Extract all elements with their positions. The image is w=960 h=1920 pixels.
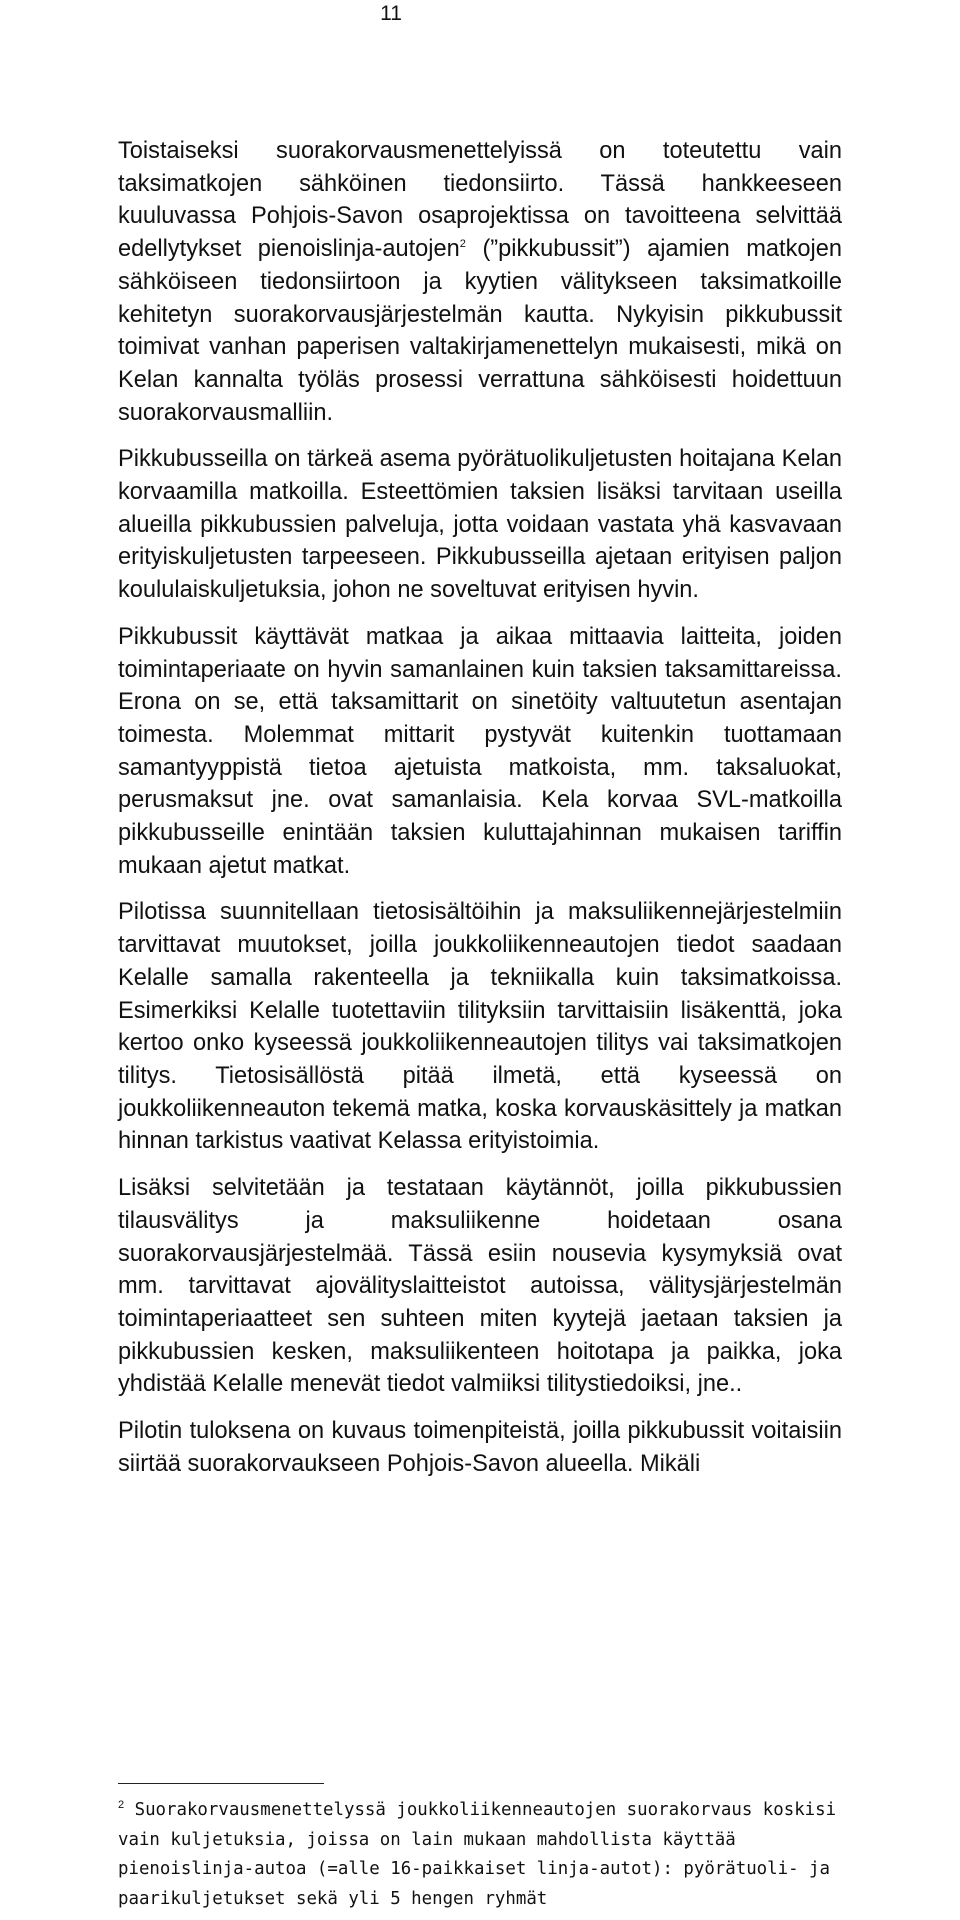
paragraph-6: Pilotin tuloksena on kuvaus toimenpiteistä, joilla pikkubussit voitaisiin siirtää suorakorvaukseen Pohjois-Savon alueella. Mikäli — [118, 1418, 842, 1477]
paragraph-1-end: (”pikkubussit”) ajamien matkojen sähköiseen tiedonsiirtoon ja kyytien välitykseen taksimatkoille kehitetyn suorakorvausjärjestelmän kautta. Nykyisin pikkubussit toimivat vanhan paperisen valtakirjamenettelyn mukaisesti, mikä on Kelan kannalta työläs prosessi verrattuna sähköisesti hoidettuun suorakorvausmalliin. — [118, 236, 842, 426]
page-number: 11 — [380, 2, 402, 25]
footnote — [118, 1796, 842, 1914]
footnote-text: Suorakorvausmenettelyssä joukkoliikenneautojen suorakorvaus koskisi vain kuljetuksia, joissa on lain mukaan mahdollista käyttää pienoislinja-autoa (=alle 16-paikkaiset linja-autot): pyörätuoli- ja paarikuljetukset sekä yli 5 hengen ryhmät — [118, 1800, 837, 1909]
footnote-reference: 2 — [459, 238, 466, 251]
footnote-marker: 2 — [118, 1799, 125, 1812]
paragraph-1-start: Toistaiseksi suorakorvausmenettelyissä on toteutettu vain taksimatkojen sähköinen tiedonsiirto. Tässä hankkeeseen kuuluvassa Pohjois-Savon osaprojektissa on tavoitteena selvittää edellytykset pienoislinja-autojen — [118, 138, 842, 263]
paragraph-3: Pikkubussit käyttävät matkaa ja aikaa mittaavia laitteita, joiden toimintaperiaate on hyvin samanlainen kuin taksien taksamittareissa. Erona on se, että taksamittarit on sinetöity valtuutetun asentajan toimesta. Molemmat mittarit pystyvät kuitenkin tuottamaan samantyyppistä tietoa ajetuista matkoista, mm. taksaluokat, perusmaksut jne. ovat samanlaisia. Kela korvaa SVL-matkoilla pikkubusseille enintään taksien kuluttajahinnan mukaisen tariffin mukaan ajetut matkat. — [118, 623, 842, 879]
footnote-divider — [118, 1783, 324, 1784]
paragraph-1 — [118, 135, 842, 429]
paragraph-5: Lisäksi selvitetään ja testataan käytännöt, joilla pikkubussien tilausvälitys ja maksuliikenne hoidetaan osana suorakorvausjärjestelmää. Tässä esiin nousevia kysymyksiä ovat mm. tarvittavat ajovälityslaitteistot autoissa, välitysjärjestelmän toimintaperiaatteet sen suhteen miten kyytejä jaetaan taksien ja pikkubussien kesken, maksuliikenteen hoitotapa ja paikka, joka yhdistää Kelalle menevät tiedot valmiiksi tilitystiedoiksi, jne.. — [118, 1175, 842, 1398]
paragraph-2: Pikkubusseilla on tärkeä asema pyörätuolikuljetusten hoitajana Kelan korvaamilla matkoilla. Esteettömien taksien lisäksi tarvitaan useilla alueilla pikkubussien palveluja, jotta voidaan vastata yhä kasvavaan erityiskuljetusten tarpeeseen. Pikkubusseilla ajetaan erityisen paljon koululaiskuljetuksia, johon ne soveltuvat erityisen hyvin. — [118, 446, 842, 604]
body-text — [118, 135, 842, 1491]
paragraph-4: Pilotissa suunnitellaan tietosisältöihin ja maksuliikennejärjestelmiin tarvittavat muutokset, joilla joukkoliikenneautojen tiedot saadaan Kelalle samalla rakenteella ja tekniikalla kuin taksimatkoissa. Esimerkiksi Kelalle tuotettaviin tilityksiin tarvittaisiin lisäkenttä, joka kertoo onko kyseessä joukkoliikenneautojen tilitys vai taksimatkojen tilitys. Tietosisällöstä pitää ilmetä, että kyseessä on joukkoliikenneauton tekemä matka, koska korvauskäsittely ja matkan hinnan tarkistus vaativat Kelassa erityistoimia. — [118, 899, 842, 1155]
